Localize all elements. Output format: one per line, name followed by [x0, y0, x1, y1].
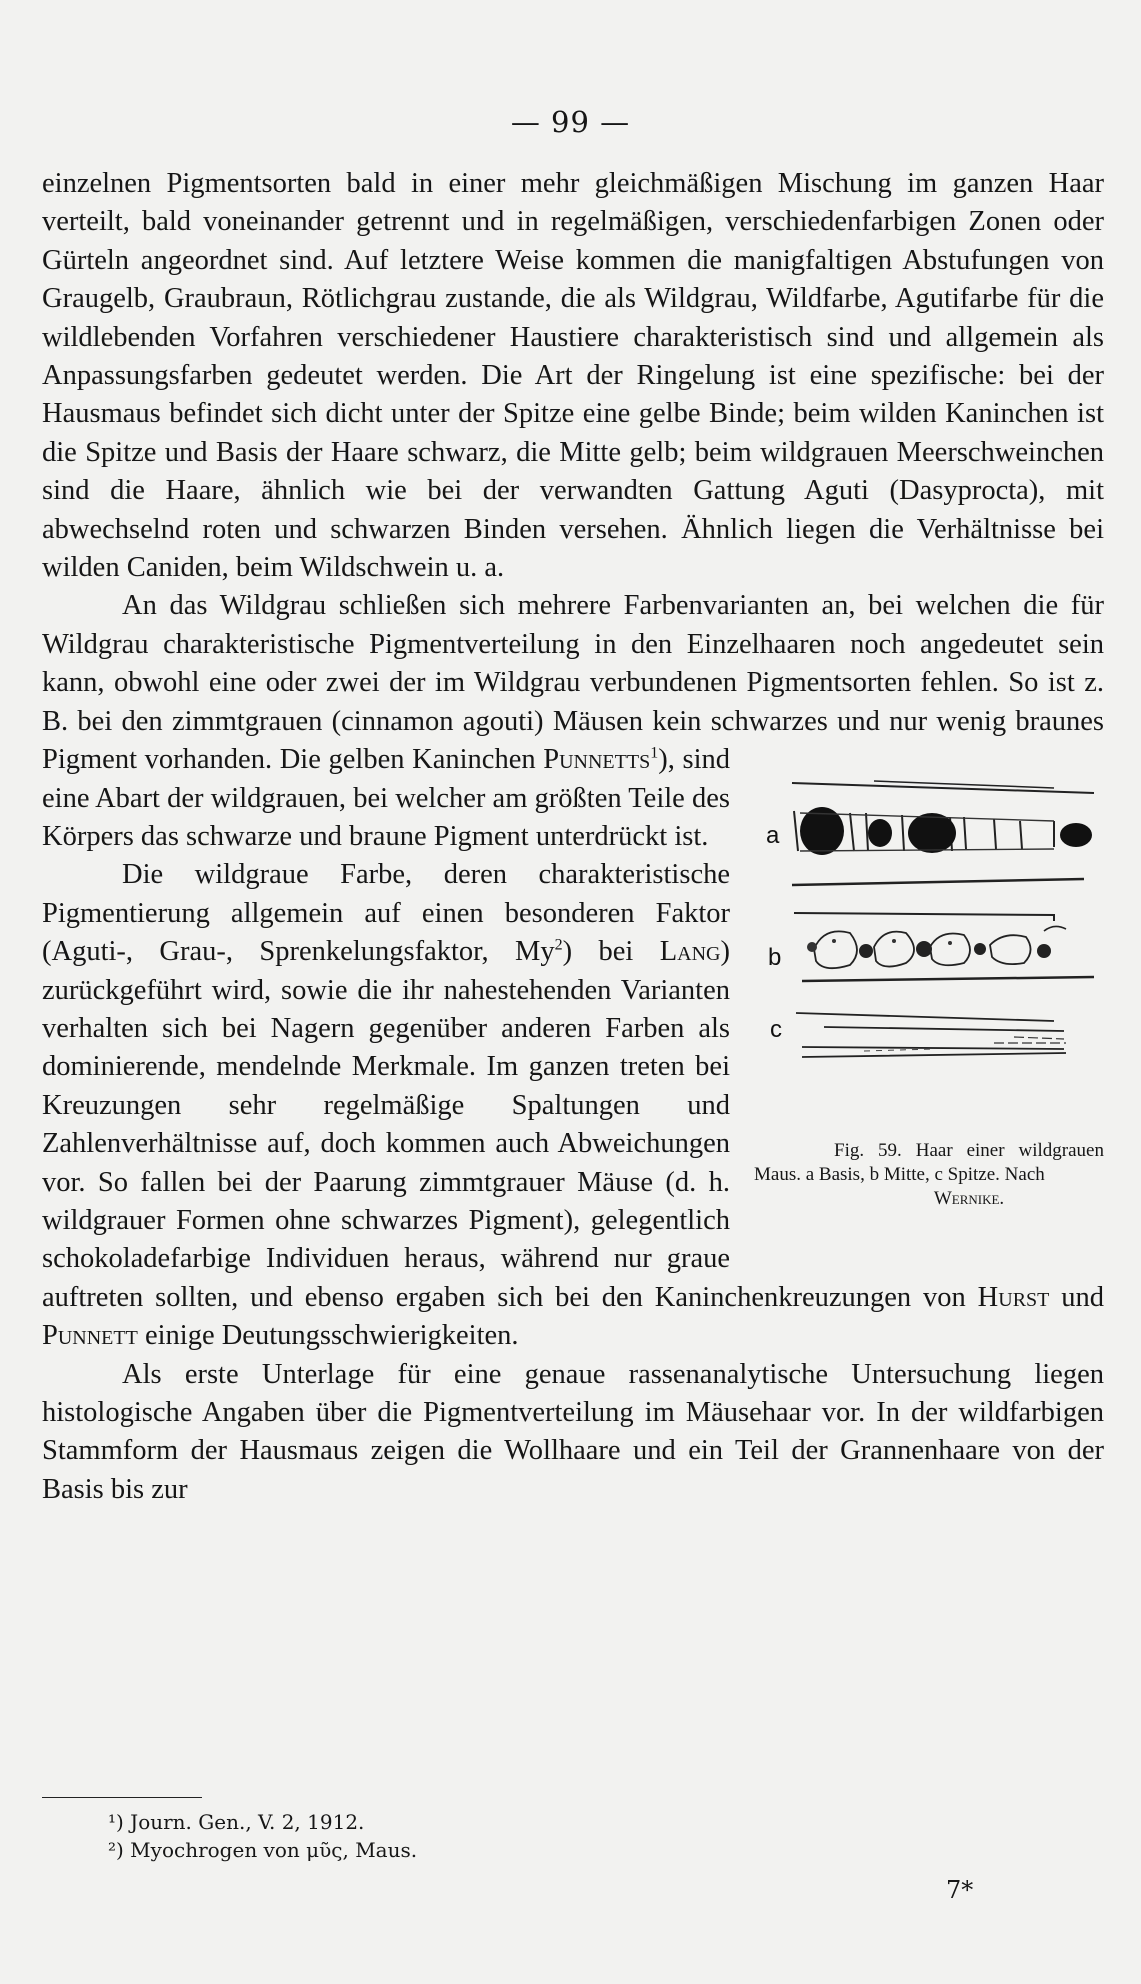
page-number: — 99 —: [510, 105, 631, 139]
figure-caption: Fig. 59. Haar einer wildgrauen Maus. a Basis, b Mitte, c Spitze. Nach Wernike.: [754, 1140, 1104, 1210]
footnote-1: ¹) Journ. Gen., V. 2, 1912.: [108, 1810, 365, 1834]
paragraph-1: einzelnen Pigmentsorten bald in einer mehr gleichmäßigen Mischung im ganzen Haar verteilt, bald voneinander getrennt und in regelmäßigen, verschiedenfarbigen Zonen oder Gürteln angeordnet sind. Auf letztere Weise kommen die manigfaltigen Abstufungen von Graugelb, Graubraun, Rötlichgrau zustande, die als Wildgrau, Wildfarbe, Agutifarbe für die wildlebenden Vorfahren verschiedener Haustiere charakteristisch sind und allgemein als Anpassungsfarben gedeutet werden. Die Art der Ringelung ist eine spezifische: bei der Hausmaus befindet sich dicht unter der Spitze eine gelbe Binde; beim wilden Kaninchen ist die Spitze und Basis der Haare schwarz, die Mitte gelb; beim wildgrauen Meerschweinchen sind die Haare, ähnlich wie bei der verwandten Gattung Aguti (Dasyprocta), mit abwechselnd roten und schwarzen Binden versehen. Ähnlich liegen die Verhältnisse bei wilden Caniden, beim Wildschwein u. a.: [42, 168, 1104, 584]
footnote-rule: [42, 1797, 202, 1798]
figure-59: [754, 751, 1104, 1261]
caption-author: Wernike.: [933, 1188, 1005, 1210]
author-punnetts: Punnetts: [543, 744, 651, 776]
footnote-2: ²) Myochrogen von μῦς, Maus.: [108, 1838, 418, 1862]
body-text: [42, 165, 1104, 1509]
label-b: b: [768, 944, 782, 972]
hair-segment-a: [766, 781, 1094, 885]
footnote-ref-2[interactable]: 2: [554, 936, 563, 954]
paragraph-3: Die wildgraue Farbe, deren charakteristische Pigmentierung allgemein auf einen besonderen Faktor (Aguti-, Grau-, Sprenkelungsfaktor, My$^2$) bei Lang) zurückgeführt wird, sowie die ihr nahestehenden Varianten verhalten sich bei Nagern gegenüber anderen Farben als dominierende, mendelnde Merkmale. Im ganzen treten bei Kreuzungen sehr regelmäßige Spaltungen und Zahlenverhältnisse auf, doch kommen auch Abweichungen vor. So fallen bei der Paarung zimmtgrauer Mäuse (d. h. wildgrauer Formen ohne schwarzes Pigment), gelegentlich schokoladefarbige Individuen heraus, während nur graue auftreten sollten, und ebenso ergaben sich bei den Kaninchenkreuzungen von Hurst und Punnett einige Deutungsschwierigkeiten.: [42, 859, 1105, 1352]
hair-segment-b: [768, 913, 1094, 981]
signature-mark: 7*: [946, 1876, 974, 1904]
hair-segment-c: [770, 1013, 1066, 1057]
paragraph-2: An das Wildgrau schließen sich mehrere Farbenvarianten an, bei welchen die für Wildgrau charakteristische Pigmentverteilung in den Einzelhaaren noch angedeutet sein kann, obwohl eine oder zwei der im Wildgrau verbundenen Pigmentsorten fehlen. So ist z. B. bei den zimmtgrauen (cinnamon agouti) Mäusen kein schwarzes und nur wenig braunes Pigment vorhanden. Die gelben Kaninchen a b c Fig. 59. Haar einer wildgrauen Maus. a Basis, b Mitte, c Spitze. Nach Wernike. Punnetts$^1$), sind eine Abart der wildgrauen, bei welcher am größten Teile des Körpers das schwarze und braune Pigment unterdrückt ist.: [42, 587, 1104, 856]
label-c: c: [770, 1016, 782, 1044]
footnote-ref-1[interactable]: 1: [650, 744, 659, 762]
footnotes: [108, 1808, 417, 1864]
author-punnett: Punnett: [42, 1320, 138, 1352]
author-lang: Lang: [659, 936, 721, 968]
author-hurst: Hurst: [977, 1281, 1050, 1313]
paragraph-4: Als erste Unterlage für eine genaue rassenanalytische Untersuchung liegen histologische Angaben über die Pigmentverteilung im Mäusehaar vor. In der wildfarbigen Stammform der Hausmaus zeigen die Wollhaare und ein Teil der Grannenhaare von der Basis bis zur: [42, 1358, 1104, 1505]
label-a: a: [766, 822, 780, 850]
hair-illustration: [754, 751, 1104, 1131]
